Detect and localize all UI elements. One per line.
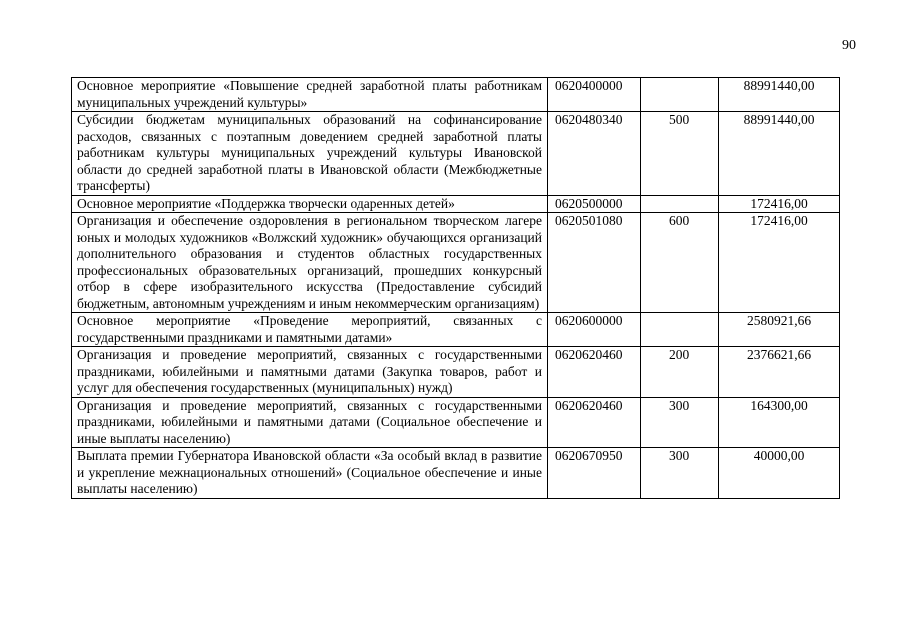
row-amount: 2580921,66 [719, 313, 840, 347]
row-amount: 88991440,00 [719, 112, 840, 196]
budget-table [71, 77, 840, 499]
table-row [72, 112, 840, 196]
row-code: 0620400000 [548, 78, 641, 112]
row-code: 0620500000 [548, 195, 641, 213]
row-amount: 172416,00 [719, 213, 840, 313]
table-row [72, 195, 840, 213]
row-type: 200 [641, 347, 719, 398]
row-type [641, 195, 719, 213]
row-type [641, 313, 719, 347]
row-type: 500 [641, 112, 719, 196]
row-code: 0620600000 [548, 313, 641, 347]
row-code: 0620501080 [548, 213, 641, 313]
row-name: Выплата премии Губернатора Ивановской области «За особый вклад в развитие и укрепление межнациональных отношений» (Социальное обеспечение и иные выплаты населению) [72, 448, 548, 499]
row-code: 0620480340 [548, 112, 641, 196]
page-number: 90 [842, 38, 856, 53]
row-type [641, 78, 719, 112]
table-row [72, 213, 840, 313]
row-amount: 172416,00 [719, 195, 840, 213]
row-name: Основное мероприятие «Поддержка творчески одаренных детей» [72, 195, 548, 213]
row-type: 300 [641, 448, 719, 499]
table-row [72, 78, 840, 112]
row-amount: 88991440,00 [719, 78, 840, 112]
row-amount: 2376621,66 [719, 347, 840, 398]
row-name: Основное мероприятие «Проведение мероприятий, связанных с государственными праздниками и памятными датами» [72, 313, 548, 347]
row-name: Субсидии бюджетам муниципальных образований на софинансирование расходов, связанных с поэтапным доведением средней заработной платы работникам культуры муниципальных учреждений культуры Ивановской области до средней заработной платы в Ивановской области (Межбюджетные трансферты) [72, 112, 548, 196]
table-row [72, 397, 840, 448]
row-name: Организация и обеспечение оздоровления в региональном творческом лагере юных и молодых художников «Волжский художник» обучающихся организаций дополнительного образования и студентов областных государственных профессиональных образовательных организаций, прошедших конкурсный отбор в сфере изобразительного искусства (Предоставление субсидий бюджетным, автономным учреждениям и иным некоммерческим организациям) [72, 213, 548, 313]
row-name: Организация и проведение мероприятий, связанных с государственными праздниками, юбилейными и памятными датами (Социальное обеспечение и иные выплаты населению) [72, 397, 548, 448]
row-amount: 40000,00 [719, 448, 840, 499]
row-amount: 164300,00 [719, 397, 840, 448]
table-row [72, 347, 840, 398]
row-name: Организация и проведение мероприятий, связанных с государственными праздниками, юбилейными и памятными датами (Закупка товаров, работ и услуг для обеспечения государственных (муниципальных) нужд) [72, 347, 548, 398]
row-code: 0620670950 [548, 448, 641, 499]
row-name: Основное мероприятие «Повышение средней заработной платы работникам муниципальных учреждений культуры» [72, 78, 548, 112]
row-code: 0620620460 [548, 347, 641, 398]
table-row [72, 448, 840, 499]
row-type: 300 [641, 397, 719, 448]
row-code: 0620620460 [548, 397, 641, 448]
table-row [72, 313, 840, 347]
row-type: 600 [641, 213, 719, 313]
